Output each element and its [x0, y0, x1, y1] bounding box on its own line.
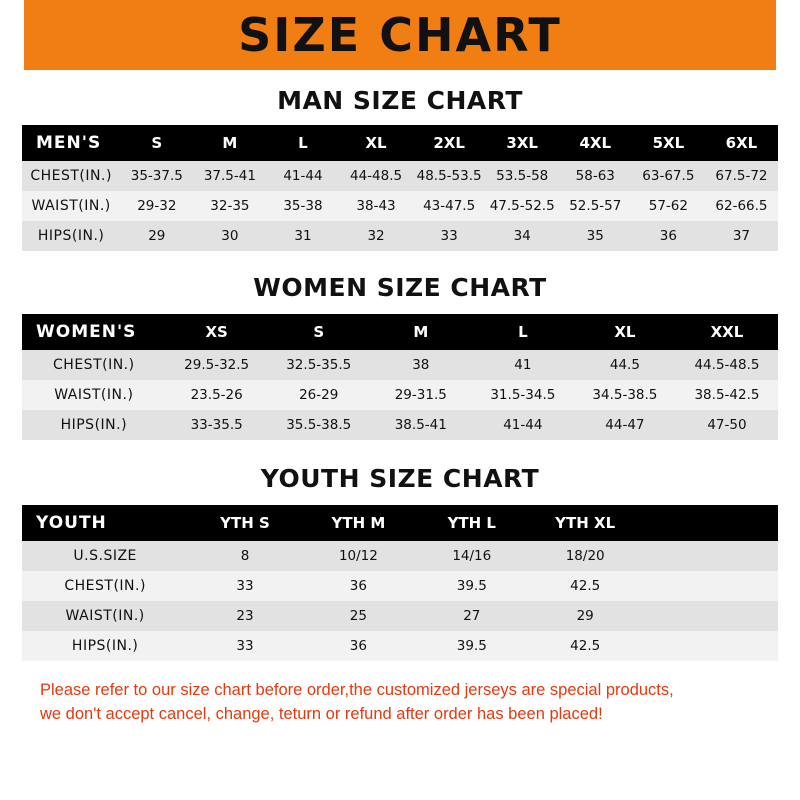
- youth-ussize-l: 14/16: [452, 548, 492, 564]
- youth-col-s: YTH S: [220, 514, 270, 532]
- table-row: [22, 221, 778, 251]
- men-col-5xl: 5XL: [652, 134, 685, 152]
- table-row: [22, 410, 778, 440]
- youth-row-ussize-label: U.S.SIZE: [73, 548, 137, 564]
- youth-chest-s: 33: [236, 578, 254, 594]
- youth-ussize-xl: 18/20: [565, 548, 605, 564]
- men-col-l: L: [298, 134, 308, 152]
- table-row: [22, 191, 778, 221]
- men-hips-m: 30: [221, 228, 239, 244]
- women-col-l: L: [518, 323, 528, 341]
- women-col-xxl: XXL: [710, 323, 744, 341]
- men-hips-xl: 32: [367, 228, 385, 244]
- youth-row-waist-label: WAIST(IN.): [65, 608, 145, 624]
- youth-hips-s: 33: [236, 638, 254, 654]
- youth-col-xl: YTH XL: [555, 514, 616, 532]
- youth-col-l: YTH L: [447, 514, 496, 532]
- youth-waist-l: 27: [463, 608, 481, 624]
- women-chest-xl: 44.5: [609, 357, 640, 373]
- men-hips-l: 31: [294, 228, 312, 244]
- men-chest-3xl: 53.5-58: [496, 168, 549, 184]
- men-waist-5xl: 57-62: [648, 198, 688, 214]
- content-area: [0, 86, 800, 727]
- youth-waist-spacer: [642, 601, 778, 631]
- women-hips-m: 38.5-41: [394, 417, 447, 433]
- women-row-chest-label: CHEST(IN.): [53, 357, 135, 373]
- men-waist-s: 29-32: [137, 198, 177, 214]
- youth-chest-l: 39.5: [456, 578, 487, 594]
- table-row: [22, 601, 778, 631]
- youth-chest-xl: 42.5: [570, 578, 601, 594]
- youth-hips-xl: 42.5: [570, 638, 601, 654]
- youth-table-header-row: [22, 505, 778, 541]
- table-row: [22, 350, 778, 380]
- youth-chest-spacer: [642, 571, 778, 601]
- youth-ussize-s: 8: [240, 548, 250, 564]
- youth-size-table: [22, 505, 778, 661]
- table-row: [22, 380, 778, 410]
- youth-col-spacer: [642, 505, 778, 541]
- men-waist-2xl: 43-47.5: [423, 198, 476, 214]
- men-hips-4xl: 35: [586, 228, 604, 244]
- men-chest-s: 35-37.5: [130, 168, 183, 184]
- youth-section-title: YOUTH SIZE CHART: [260, 464, 540, 493]
- men-chest-xl: 44-48.5: [349, 168, 403, 184]
- women-hips-xs: 33-35.5: [190, 417, 243, 433]
- women-chest-m: 38: [412, 357, 430, 373]
- youth-hips-spacer: [642, 631, 778, 661]
- table-row: [22, 541, 778, 571]
- men-hips-2xl: 33: [440, 228, 458, 244]
- order-notice-line-2: we don't accept cancel, change, teturn or refund after order has been placed!: [40, 704, 603, 723]
- men-col-xl: XL: [365, 134, 387, 152]
- women-waist-s: 26-29: [299, 387, 339, 403]
- women-waist-xs: 23.5-26: [190, 387, 243, 403]
- header-left-spacer: [0, 0, 24, 70]
- men-col-2xl: 2XL: [433, 134, 465, 152]
- men-waist-l: 35-38: [283, 198, 323, 214]
- youth-col-m: YTH M: [331, 514, 386, 532]
- women-col-xs: XS: [205, 323, 228, 341]
- youth-waist-s: 23: [236, 608, 254, 624]
- men-waist-m: 32-35: [210, 198, 250, 214]
- header-band: [0, 0, 800, 70]
- men-hips-3xl: 34: [513, 228, 531, 244]
- men-chest-m: 37.5-41: [203, 168, 256, 184]
- men-hips-5xl: 36: [659, 228, 677, 244]
- men-waist-3xl: 47.5-52.5: [489, 198, 555, 214]
- men-chest-5xl: 63-67.5: [642, 168, 695, 184]
- women-hips-l: 41-44: [503, 417, 543, 433]
- youth-waist-xl: 29: [576, 608, 594, 624]
- women-waist-l: 31.5-34.5: [490, 387, 556, 403]
- women-chest-xxl: 44.5-48.5: [694, 357, 760, 373]
- women-table-header-row: [22, 314, 778, 350]
- women-col-m: M: [413, 323, 429, 341]
- women-waist-xxl: 38.5-42.5: [694, 387, 760, 403]
- women-chest-xs: 29.5-32.5: [184, 357, 250, 373]
- men-chest-l: 41-44: [283, 168, 323, 184]
- men-col-m: M: [222, 134, 238, 152]
- man-section-title: MAN SIZE CHART: [277, 86, 523, 115]
- table-row: [22, 571, 778, 601]
- men-chest-6xl: 67.5-72: [715, 168, 768, 184]
- youth-header-label: YOUTH: [36, 513, 107, 533]
- women-hips-s: 35.5-38.5: [286, 417, 352, 433]
- men-chest-2xl: 48.5-53.5: [416, 168, 482, 184]
- women-col-s: S: [313, 323, 325, 341]
- youth-row-chest-label: CHEST(IN.): [64, 578, 146, 594]
- men-col-s: S: [151, 134, 163, 152]
- women-hips-xl: 44-47: [605, 417, 645, 433]
- men-size-table: [22, 125, 778, 251]
- men-hips-6xl: 37: [732, 228, 751, 244]
- women-chest-s: 32.5-35.5: [286, 357, 352, 373]
- men-waist-xl: 38-43: [356, 198, 396, 214]
- men-col-3xl: 3XL: [506, 134, 538, 152]
- men-col-4xl: 4XL: [579, 134, 612, 152]
- women-waist-xl: 34.5-38.5: [592, 387, 658, 403]
- table-row: [22, 631, 778, 661]
- youth-waist-m: 25: [349, 608, 367, 624]
- youth-ussize-spacer: [642, 541, 778, 571]
- men-row-hips-label: HIPS(IN.): [37, 228, 105, 244]
- men-header-label: MEN'S: [36, 133, 102, 153]
- youth-ussize-m: 10/12: [338, 548, 378, 564]
- page-title: SIZE CHART: [238, 8, 562, 62]
- men-waist-6xl: 62-66.5: [715, 198, 768, 214]
- youth-hips-m: 36: [349, 638, 367, 654]
- header-right-spacer: [776, 0, 800, 70]
- men-row-waist-label: WAIST(IN.): [31, 198, 111, 214]
- women-row-waist-label: WAIST(IN.): [54, 387, 134, 403]
- order-notice-line-1: Please refer to our size chart before order,the customized jerseys are special products,: [40, 681, 674, 699]
- women-size-table: [22, 314, 778, 440]
- women-waist-m: 29-31.5: [394, 387, 447, 403]
- men-table-header-row: [22, 125, 778, 161]
- women-row-hips-label: HIPS(IN.): [60, 417, 128, 433]
- order-notice: [22, 679, 778, 727]
- women-section-title: WOMEN SIZE CHART: [253, 273, 547, 302]
- women-header-label: WOMEN'S: [36, 322, 137, 342]
- women-hips-xxl: 47-50: [707, 417, 747, 433]
- table-row: [22, 161, 778, 191]
- men-waist-4xl: 52.5-57: [569, 198, 622, 214]
- women-chest-l: 41: [514, 357, 532, 373]
- men-col-6xl: 6XL: [725, 134, 758, 152]
- youth-hips-l: 39.5: [456, 638, 487, 654]
- women-col-xl: XL: [614, 323, 636, 341]
- youth-chest-m: 36: [349, 578, 367, 594]
- men-chest-4xl: 58-63: [575, 168, 615, 184]
- men-row-chest-label: CHEST(IN.): [30, 168, 112, 184]
- youth-row-hips-label: HIPS(IN.): [71, 638, 139, 654]
- men-hips-s: 29: [148, 228, 166, 244]
